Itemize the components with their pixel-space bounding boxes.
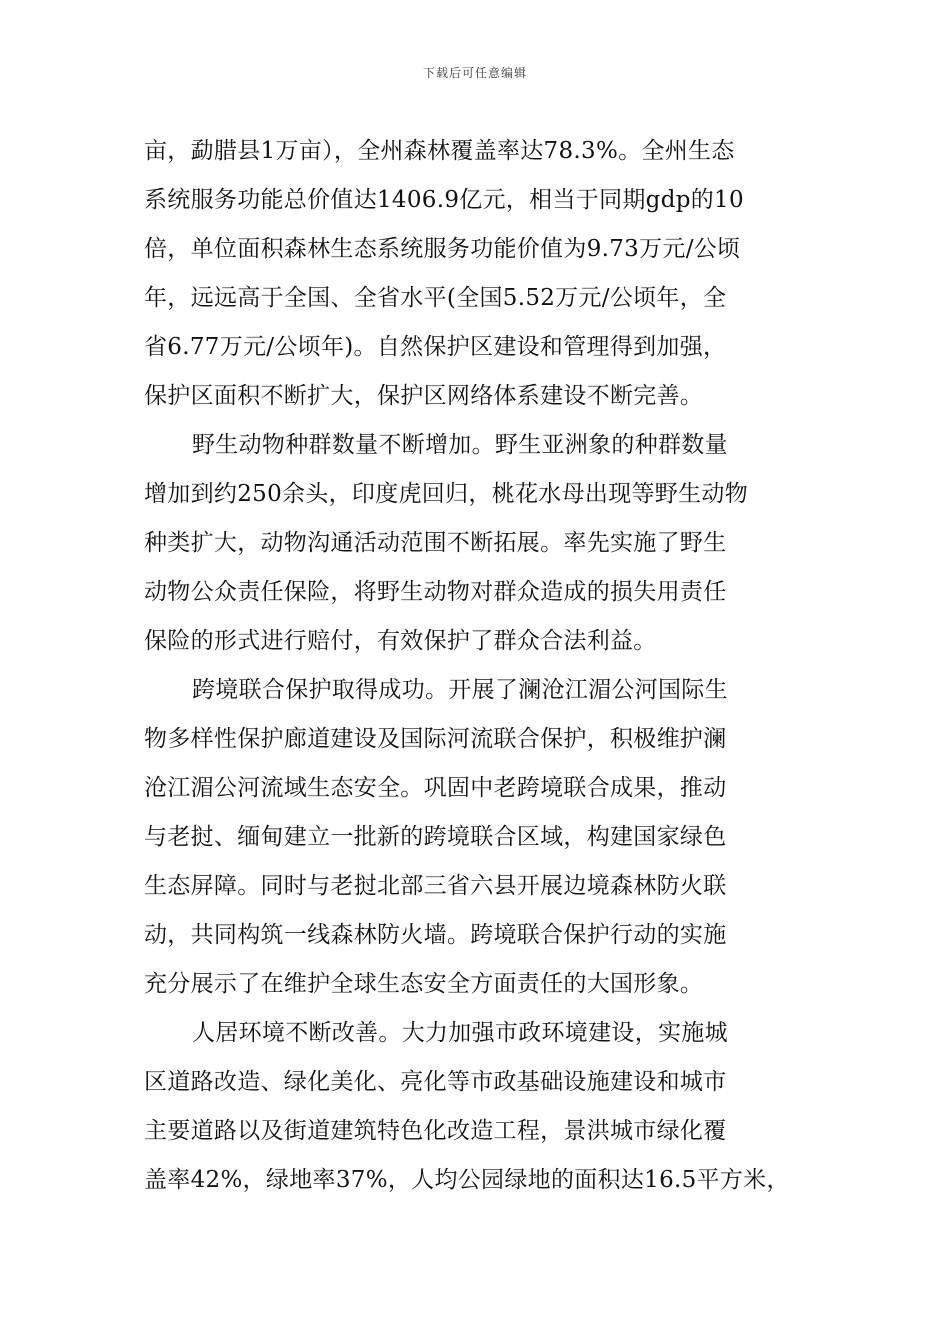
header-note: 下载后可任意编辑 xyxy=(422,66,527,80)
text-line: 省6.77万元/公顷年)。自然保护区建设和管理得到加强， xyxy=(144,334,727,360)
text-line: 系统服务功能总价值达1406.9亿元，相当于同期gdp的10 xyxy=(144,187,744,213)
text-line: 充分展示了在维护全球生态安全方面责任的大国形象。 xyxy=(144,971,704,997)
document-body xyxy=(144,127,816,1205)
text-line: 增加到约250余头，印度虎回归，桃花水母出现等野生动物 xyxy=(144,481,748,507)
text-line: 保护区面积不断扩大，保护区网络体系建设不断完善。 xyxy=(144,383,704,409)
text-line: 年，远远高于全国、全省水平(全国5.52万元/公顷年，全 xyxy=(144,285,727,311)
paragraph-start-line: 跨境联合保护取得成功。开展了澜沧江湄公河国际生 xyxy=(192,677,728,703)
text-line: 盖率42%，绿地率37%，人均公园绿地的面积达16.5平方米， xyxy=(144,1167,790,1193)
text-line: 倍，单位面积森林生态系统服务功能价值为9.73万元/公顷 xyxy=(144,236,741,262)
text-line: 保险的形式进行赔付，有效保护了群众合法利益。 xyxy=(144,628,657,654)
text-line: 生态屏障。同时与老挝北部三省六县开展边境森林防火联 xyxy=(144,873,727,899)
text-line: 种类扩大，动物沟通活动范围不断拓展。率先实施了野生 xyxy=(144,530,727,556)
paragraph-start-line: 人居环境不断改善。大力加强市政环境建设，实施城 xyxy=(192,1020,728,1046)
text-line: 亩，勐腊县1万亩），全州森林覆盖率达78.3%。全州生态 xyxy=(144,138,735,164)
text-line: 与老挝、缅甸建立一批新的跨境联合区域，构建国家绿色 xyxy=(144,824,727,850)
text-line: 区道路改造、绿化美化、亮化等市政基础设施建设和城市 xyxy=(144,1069,727,1095)
text-line: 动物公众责任保险，将野生动物对群众造成的损失用责任 xyxy=(144,579,727,605)
text-line: 沧江湄公河流域生态安全。巩固中老跨境联合成果，推动 xyxy=(144,775,727,801)
text-line: 动，共同构筑一线森林防火墙。跨境联合保护行动的实施 xyxy=(144,922,727,948)
paragraph-start-line: 野生动物种群数量不断增加。野生亚洲象的种群数量 xyxy=(192,432,728,458)
text-line: 主要道路以及街道建筑特色化改造工程，景洪城市绿化覆 xyxy=(144,1118,727,1144)
text-line: 物多样性保护廊道建设及国际河流联合保护，积极维护澜 xyxy=(144,726,727,752)
